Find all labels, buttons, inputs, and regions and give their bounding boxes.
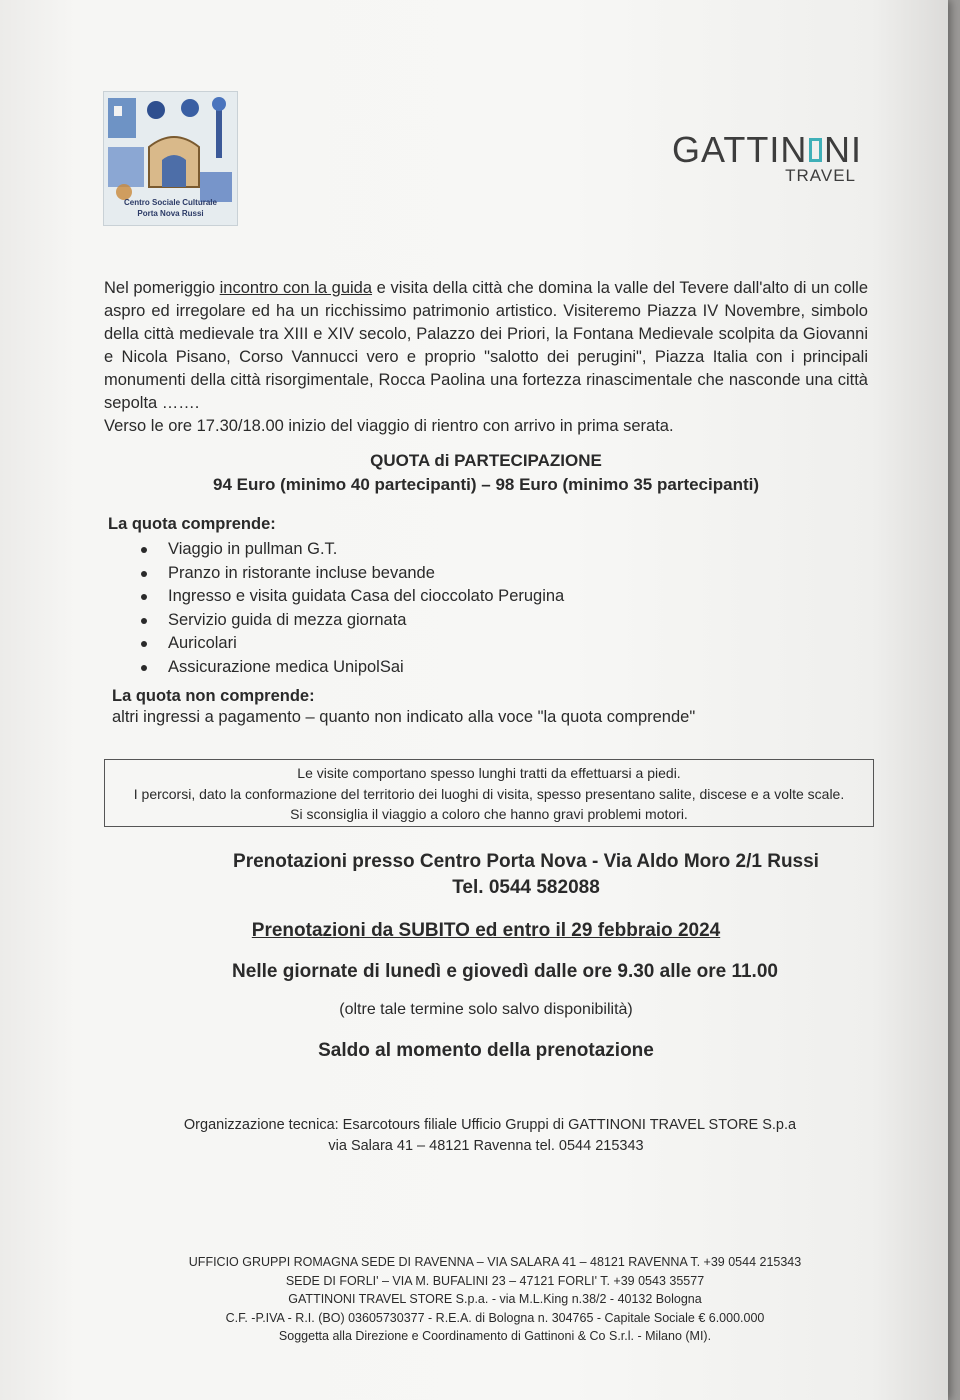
company-footer: [100, 1253, 890, 1346]
intro-underlined: incontro con la guida: [219, 279, 373, 297]
organization-line2: via Salara 41 – 48121 Ravenna tel. 0544 215343: [328, 1138, 644, 1154]
brand-name: [672, 130, 862, 170]
notice-line2: I percorsi, dato la conformazione del territorio dei luoghi di visita, spesso presentano salite, discese e a volte scale.: [133, 785, 845, 802]
brand-name-part1: GATTIN: [672, 129, 808, 170]
list-item: Auricolari: [140, 632, 564, 656]
booking-phone: Tel. 0544 582088: [452, 877, 600, 898]
footer-line: C.F. -P.IVA - R.I. (BO) 03605730377 - R.E.A. di Bologna n. 304765 - Capitale Sociale € 6.000.000: [225, 1310, 765, 1325]
brand-name-part2: NI: [824, 129, 862, 170]
includes-title: La quota comprende:: [108, 515, 276, 533]
logo-caption-line2: Porta Nova Russi: [137, 209, 204, 218]
footer-line: Soggetta alla Direzione e Coordinamento di Gattinoni & Co S.r.l. - Milano (MI).: [278, 1329, 712, 1343]
booking-note: (oltre tale termine solo salvo disponibilità): [339, 1001, 633, 1018]
brand-square-icon: [809, 138, 822, 162]
intro-part1: Nel pomeriggio: [104, 279, 220, 297]
centro-sociale-logo: [103, 91, 238, 226]
intro-part2: e visita della città che domina la valle del Tevere dall'alto di un colle aspro ed irregolare ed ha un ricchissimo patrimonio artistico. Visiteremo Piazza IV Novembre, simbolo della città medievale tra XIII e XIV secolo, Palazzo dei Priori, la Fontana Medievale scolpita da Giovanni e Nicola Pisano, Corso Vannucci vero e proprio "salotto dei perugini", Piazza Italia con i principali monumenti della città risorgimentale, Rocca Paolina una fortezza rinascimentale che nasconde una città sepolta …….: [104, 279, 868, 412]
brand-sub: TRAVEL: [785, 166, 856, 185]
logo-caption: [104, 197, 237, 219]
organization-line1: Organizzazione tecnica: Esarcotours filiale Ufficio Gruppi di GATTINONI TRAVEL STORE S.p.a: [183, 1117, 797, 1133]
footer-line: SEDE DI FORLI' – VIA M. BUFALINI 23 – 47121 FORLI' T. +39 0543 35577: [285, 1273, 705, 1288]
list-item: Ingresso e visita guidata Casa del cioccolato Perugina: [140, 585, 564, 609]
return-info: Verso le ore 17.30/18.00 inizio del viaggio di rientro con arrivo in prima serata.: [104, 417, 674, 435]
gattinoni-logo: [672, 130, 862, 186]
list-item: Pranzo in ristorante incluse bevande: [140, 562, 564, 586]
excludes-text: altri ingressi a pagamento – quanto non indicato alla voce "la quota comprende": [112, 708, 696, 726]
quota-prices: 94 Euro (minimo 40 partecipanti) – 98 Euro (minimo 35 partecipanti): [212, 475, 760, 494]
itinerary-paragraph: [104, 277, 868, 415]
quota-title: QUOTA di PARTECIPAZIONE: [370, 451, 602, 470]
list-item: Assicurazione medica UnipolSai: [140, 656, 564, 680]
booking-payment: Saldo al momento della prenotazione: [318, 1040, 654, 1061]
booking-location: Prenotazioni presso Centro Porta Nova - Via Aldo Moro 2/1 Russi: [233, 851, 819, 872]
itinerary-text: [104, 277, 868, 438]
notice-line1: Le visite comportano spesso lunghi tratti da effettuarsi a piedi.: [297, 765, 681, 781]
footer-line: UFFICIO GRUPPI ROMAGNA SEDE DI RAVENNA – VIA SALARA 41 – 48121 RAVENNA T. +39 0544 215343: [188, 1255, 802, 1269]
notice-box: [104, 759, 874, 827]
notice-line3: Si sconsiglia il viaggio a coloro che hanno gravi problemi motori.: [290, 806, 688, 822]
logo-caption-line1: Centro Sociale Culturale: [124, 198, 217, 207]
includes-list: [140, 538, 564, 679]
list-item: Viaggio in pullman G.T.: [140, 538, 564, 562]
list-item: Servizio guida di mezza giornata: [140, 609, 564, 633]
booking-deadline-text: Prenotazioni da SUBITO ed entro il 29 febbraio 2024: [251, 920, 721, 941]
excludes-title: La quota non comprende:: [112, 687, 315, 705]
footer-line: GATTINONI TRAVEL STORE S.p.a. - via M.L.King n.38/2 - 40132 Bologna: [288, 1292, 702, 1306]
booking-deadline: [104, 920, 868, 942]
booking-days: Nelle giornate di lunedì e giovedì dalle ore 9.30 alle ore 11.00: [232, 961, 778, 982]
